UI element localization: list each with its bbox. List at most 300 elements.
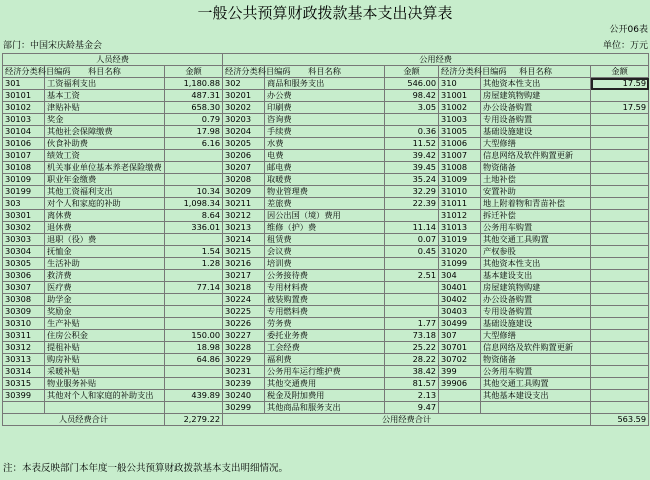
name-cell[interactable]: 因公出国（境）费用 <box>265 210 385 222</box>
name-cell[interactable]: 大型修缮 <box>481 330 591 342</box>
code-cell[interactable]: 30214 <box>223 234 265 246</box>
amount-cell[interactable] <box>591 114 649 126</box>
amount-cell[interactable] <box>591 354 649 366</box>
code-cell[interactable]: 30702 <box>439 354 481 366</box>
name-cell[interactable]: 房屋建筑物购建 <box>481 90 591 102</box>
name-cell[interactable]: 租赁费 <box>265 234 385 246</box>
code-cell[interactable]: 30306 <box>3 270 45 282</box>
amount-cell[interactable]: 35.24 <box>385 174 439 186</box>
amount-cell[interactable]: 17.59 <box>591 102 649 114</box>
code-cell[interactable]: 30239 <box>223 378 265 390</box>
amount-cell[interactable] <box>591 330 649 342</box>
amount-cell[interactable]: 1.77 <box>385 318 439 330</box>
amount-cell[interactable]: 73.18 <box>385 330 439 342</box>
amount-cell[interactable] <box>385 258 439 270</box>
name-cell[interactable]: 基础设施建设 <box>481 318 591 330</box>
name-cell[interactable]: 被装购置费 <box>265 294 385 306</box>
table-row <box>3 342 649 354</box>
amount-cell[interactable]: 0.79 <box>165 114 223 126</box>
amount-cell[interactable]: 150.00 <box>165 330 223 342</box>
code-cell[interactable]: 30202 <box>223 102 265 114</box>
amount-cell[interactable]: 0.07 <box>385 234 439 246</box>
code-cell[interactable]: 304 <box>439 270 481 282</box>
code-cell[interactable]: 30108 <box>3 162 45 174</box>
name-cell[interactable]: 信息网络及软件购置更新 <box>481 342 591 354</box>
code-cell[interactable]: 301 <box>3 78 45 90</box>
table-row <box>3 222 649 234</box>
code-cell[interactable]: 30399 <box>3 390 45 402</box>
name-cell[interactable]: 办公设备购置 <box>481 102 591 114</box>
amount-cell[interactable] <box>591 198 649 210</box>
code-cell[interactable]: 30215 <box>223 246 265 258</box>
name-cell[interactable]: 培训费 <box>265 258 385 270</box>
name-cell[interactable]: 其他基本建设支出 <box>481 390 591 402</box>
code-cell[interactable]: 30314 <box>3 366 45 378</box>
code-cell[interactable]: 31099 <box>439 258 481 270</box>
code-cell[interactable]: 30499 <box>439 318 481 330</box>
personnel-total-value[interactable]: 2,279.22 <box>165 414 223 426</box>
name-cell[interactable]: 职业年金缴费 <box>45 174 165 186</box>
amount-cell[interactable]: 1.28 <box>165 258 223 270</box>
amount-cell[interactable]: 658.30 <box>165 102 223 114</box>
amount-cell[interactable] <box>385 210 439 222</box>
code-cell[interactable]: 31001 <box>439 90 481 102</box>
code-cell[interactable]: 30109 <box>3 174 45 186</box>
name-cell[interactable]: 电费 <box>265 150 385 162</box>
amount-cell[interactable] <box>591 282 649 294</box>
amount-cell[interactable] <box>591 138 649 150</box>
amount-cell[interactable] <box>385 114 439 126</box>
amount-cell[interactable] <box>591 378 649 390</box>
col-header-amount: 金额 <box>385 66 439 78</box>
name-cell[interactable]: 提租补贴 <box>45 342 165 354</box>
amount-cell[interactable] <box>591 294 649 306</box>
amount-cell[interactable] <box>591 174 649 186</box>
code-cell[interactable]: 30401 <box>439 282 481 294</box>
name-cell[interactable]: 工资福利支出 <box>45 78 165 90</box>
code-cell[interactable] <box>439 402 481 414</box>
code-cell[interactable]: 30303 <box>3 234 45 246</box>
amount-cell[interactable]: 39.45 <box>385 162 439 174</box>
name-cell[interactable]: 津贴补贴 <box>45 102 165 114</box>
table-row <box>3 270 649 282</box>
name-cell[interactable]: 基本建设支出 <box>481 270 591 282</box>
col-header-code: 经济分类科目编码 <box>439 66 481 78</box>
code-cell[interactable]: 31011 <box>439 198 481 210</box>
code-cell[interactable]: 31010 <box>439 186 481 198</box>
name-cell[interactable]: 物资储备 <box>481 354 591 366</box>
amount-cell[interactable]: 487.31 <box>165 90 223 102</box>
amount-cell[interactable] <box>591 222 649 234</box>
table-row <box>3 294 649 306</box>
name-cell[interactable]: 取暖费 <box>265 174 385 186</box>
table-row <box>3 330 649 342</box>
amount-cell[interactable] <box>591 210 649 222</box>
name-cell[interactable]: 对个人和家庭的补助 <box>45 198 165 210</box>
name-cell[interactable]: 其他工资福利支出 <box>45 186 165 198</box>
table-row <box>3 210 649 222</box>
name-cell[interactable]: 邮电费 <box>265 162 385 174</box>
table-row <box>3 258 649 270</box>
name-cell[interactable]: 公务接待费 <box>265 270 385 282</box>
table-row <box>3 174 649 186</box>
code-cell[interactable]: 307 <box>439 330 481 342</box>
name-cell[interactable]: 伙食补助费 <box>45 138 165 150</box>
code-cell[interactable]: 30307 <box>3 282 45 294</box>
name-cell[interactable]: 奖金 <box>45 114 165 126</box>
public-total-value[interactable]: 563.59 <box>591 414 649 426</box>
code-cell[interactable]: 30208 <box>223 174 265 186</box>
name-cell[interactable]: 离休费 <box>45 210 165 222</box>
col-header-code: 经济分类科目编码 <box>3 66 45 78</box>
name-cell[interactable]: 商品和服务支出 <box>265 78 385 90</box>
name-cell[interactable]: 公务用车购置 <box>481 222 591 234</box>
code-cell[interactable]: 30203 <box>223 114 265 126</box>
amount-cell[interactable]: 98.42 <box>385 90 439 102</box>
amount-cell[interactable]: 0.36 <box>385 126 439 138</box>
code-cell[interactable]: 303 <box>3 198 45 210</box>
code-cell[interactable]: 30204 <box>223 126 265 138</box>
amount-cell[interactable]: 17.59 <box>591 78 649 90</box>
amount-cell[interactable] <box>591 150 649 162</box>
code-cell[interactable]: 30226 <box>223 318 265 330</box>
amount-cell[interactable]: 336.01 <box>165 222 223 234</box>
amount-cell[interactable]: 2.13 <box>385 390 439 402</box>
name-cell[interactable]: 其他资本性支出 <box>481 78 591 90</box>
code-cell[interactable] <box>3 402 45 414</box>
personnel-total-label: 人员经费合计 <box>3 414 165 426</box>
code-cell[interactable]: 30301 <box>3 210 45 222</box>
amount-cell[interactable]: 38.42 <box>385 366 439 378</box>
table-row <box>3 378 649 390</box>
table-row <box>3 78 649 90</box>
code-cell[interactable]: 30205 <box>223 138 265 150</box>
amount-cell[interactable]: 64.86 <box>165 354 223 366</box>
name-cell[interactable]: 水费 <box>265 138 385 150</box>
name-cell[interactable]: 福利费 <box>265 354 385 366</box>
name-cell[interactable]: 维修（护）费 <box>265 222 385 234</box>
code-cell[interactable]: 30104 <box>3 126 45 138</box>
table-row <box>3 162 649 174</box>
code-cell[interactable]: 399 <box>439 366 481 378</box>
code-cell[interactable]: 30304 <box>3 246 45 258</box>
code-cell[interactable]: 30402 <box>439 294 481 306</box>
code-cell[interactable]: 30216 <box>223 258 265 270</box>
name-cell[interactable]: 退休费 <box>45 222 165 234</box>
amount-cell[interactable] <box>591 90 649 102</box>
table-row <box>3 306 649 318</box>
amount-cell[interactable] <box>165 294 223 306</box>
name-cell[interactable]: 购房补贴 <box>45 354 165 366</box>
name-cell[interactable]: 公务用车运行维护费 <box>265 366 385 378</box>
name-cell[interactable]: 住房公积金 <box>45 330 165 342</box>
name-cell[interactable]: 物资储备 <box>481 162 591 174</box>
amount-cell[interactable] <box>591 162 649 174</box>
name-cell[interactable]: 专用燃料费 <box>265 306 385 318</box>
amount-cell[interactable]: 25.22 <box>385 342 439 354</box>
code-cell[interactable]: 30199 <box>3 186 45 198</box>
amount-cell[interactable] <box>165 162 223 174</box>
code-cell[interactable]: 30206 <box>223 150 265 162</box>
code-cell[interactable]: 31019 <box>439 234 481 246</box>
name-cell[interactable]: 专用设备购置 <box>481 306 591 318</box>
amount-cell[interactable] <box>165 150 223 162</box>
name-cell[interactable]: 其他对个人和家庭的补助支出 <box>45 390 165 402</box>
code-cell[interactable]: 30312 <box>3 342 45 354</box>
amount-cell[interactable]: 11.14 <box>385 222 439 234</box>
amount-cell[interactable] <box>591 234 649 246</box>
name-cell[interactable]: 生产补贴 <box>45 318 165 330</box>
amount-cell[interactable] <box>165 378 223 390</box>
amount-cell[interactable] <box>165 234 223 246</box>
name-cell[interactable]: 救济费 <box>45 270 165 282</box>
code-cell[interactable]: 30302 <box>3 222 45 234</box>
name-cell[interactable]: 土地补偿 <box>481 174 591 186</box>
amount-cell[interactable] <box>591 318 649 330</box>
table-row <box>3 234 649 246</box>
code-cell[interactable]: 30225 <box>223 306 265 318</box>
amount-cell[interactable]: 546.00 <box>385 78 439 90</box>
name-cell[interactable]: 物业管理费 <box>265 186 385 198</box>
amount-cell[interactable] <box>385 306 439 318</box>
name-cell[interactable]: 咨询费 <box>265 114 385 126</box>
amount-cell[interactable] <box>165 318 223 330</box>
table-row <box>3 150 649 162</box>
code-cell[interactable]: 31020 <box>439 246 481 258</box>
amount-cell[interactable]: 18.98 <box>165 342 223 354</box>
amount-cell[interactable]: 3.05 <box>385 102 439 114</box>
code-cell[interactable]: 31005 <box>439 126 481 138</box>
code-cell[interactable]: 30201 <box>223 90 265 102</box>
col-header-name: 科目名称 <box>265 66 385 78</box>
code-cell[interactable]: 31008 <box>439 162 481 174</box>
amount-cell[interactable]: 11.52 <box>385 138 439 150</box>
table-row <box>3 186 649 198</box>
name-cell[interactable]: 会议费 <box>265 246 385 258</box>
table-row <box>3 138 649 150</box>
code-cell[interactable]: 30310 <box>3 318 45 330</box>
name-cell[interactable]: 物业服务补贴 <box>45 378 165 390</box>
amount-cell[interactable] <box>591 390 649 402</box>
amount-cell[interactable]: 39.42 <box>385 150 439 162</box>
department-label: 部门：中国宋庆龄基金会 <box>3 41 103 51</box>
code-cell[interactable]: 310 <box>439 78 481 90</box>
col-header-name: 科目名称 <box>481 66 591 78</box>
name-cell[interactable]: 办公费 <box>265 90 385 102</box>
name-cell[interactable]: 差旅费 <box>265 198 385 210</box>
table-row <box>3 198 649 210</box>
name-cell[interactable]: 印刷费 <box>265 102 385 114</box>
name-cell[interactable]: 其他交通工具购置 <box>481 378 591 390</box>
name-cell[interactable]: 工会经费 <box>265 342 385 354</box>
code-cell[interactable]: 30107 <box>3 150 45 162</box>
amount-cell[interactable]: 22.39 <box>385 198 439 210</box>
public-total-label: 公用经费合计 <box>223 414 591 426</box>
name-cell[interactable]: 专用设备购置 <box>481 114 591 126</box>
code-cell[interactable]: 30309 <box>3 306 45 318</box>
amount-cell[interactable]: 1.54 <box>165 246 223 258</box>
name-cell[interactable]: 产权参股 <box>481 246 591 258</box>
amount-cell[interactable]: 10.34 <box>165 186 223 198</box>
amount-cell[interactable] <box>385 282 439 294</box>
amount-cell[interactable]: 0.45 <box>385 246 439 258</box>
code-cell[interactable]: 30313 <box>3 354 45 366</box>
name-cell[interactable]: 其他交通费用 <box>265 378 385 390</box>
name-cell[interactable]: 房屋建筑物购建 <box>481 282 591 294</box>
form-id: 公开06表 <box>609 25 648 35</box>
amount-cell[interactable] <box>591 258 649 270</box>
name-cell[interactable]: 基本工资 <box>45 90 165 102</box>
code-cell[interactable]: 30228 <box>223 342 265 354</box>
code-cell[interactable]: 30403 <box>439 306 481 318</box>
code-cell[interactable]: 30217 <box>223 270 265 282</box>
amount-cell[interactable]: 1,180.88 <box>165 78 223 90</box>
code-cell[interactable]: 30102 <box>3 102 45 114</box>
table-row <box>3 390 649 402</box>
name-cell[interactable]: 抚恤金 <box>45 246 165 258</box>
name-cell[interactable]: 拆迁补偿 <box>481 210 591 222</box>
name-cell[interactable]: 手续费 <box>265 126 385 138</box>
code-cell[interactable]: 30229 <box>223 354 265 366</box>
name-cell[interactable]: 专用材料费 <box>265 282 385 294</box>
code-cell[interactable]: 31009 <box>439 174 481 186</box>
code-cell[interactable]: 30299 <box>223 402 265 414</box>
table-row <box>3 126 649 138</box>
name-cell[interactable]: 生活补助 <box>45 258 165 270</box>
amount-cell[interactable] <box>165 270 223 282</box>
public-section-header: 公用经费 <box>223 54 649 66</box>
amount-cell[interactable] <box>591 270 649 282</box>
footnote: 注：本表反映部门本年度一般公共预算财政拨款基本支出明细情况。 <box>3 463 289 474</box>
code-cell[interactable]: 30212 <box>223 210 265 222</box>
name-cell[interactable]: 办公设备购置 <box>481 294 591 306</box>
name-cell[interactable]: 劳务费 <box>265 318 385 330</box>
code-cell[interactable]: 30311 <box>3 330 45 342</box>
code-cell[interactable]: 30224 <box>223 294 265 306</box>
name-cell[interactable]: 其他商品和服务支出 <box>265 402 385 414</box>
name-cell[interactable]: 医疗费 <box>45 282 165 294</box>
name-cell[interactable]: 采暖补贴 <box>45 366 165 378</box>
code-cell[interactable]: 30213 <box>223 222 265 234</box>
table-row <box>3 282 649 294</box>
code-cell[interactable]: 30305 <box>3 258 45 270</box>
name-cell[interactable] <box>481 402 591 414</box>
table-row <box>3 318 649 330</box>
amount-cell[interactable] <box>591 366 649 378</box>
col-header-name: 科目名称 <box>45 66 165 78</box>
code-cell[interactable]: 31003 <box>439 114 481 126</box>
table-row <box>3 102 649 114</box>
amount-cell[interactable] <box>591 186 649 198</box>
name-cell[interactable]: 机关事业单位基本养老保险缴费 <box>45 162 165 174</box>
name-cell[interactable]: 安置补助 <box>481 186 591 198</box>
code-cell[interactable]: 31013 <box>439 222 481 234</box>
amount-cell[interactable]: 8.64 <box>165 210 223 222</box>
code-cell[interactable]: 30240 <box>223 390 265 402</box>
code-cell[interactable]: 302 <box>223 78 265 90</box>
code-cell[interactable]: 31007 <box>439 150 481 162</box>
amount-cell[interactable] <box>591 402 649 414</box>
code-cell[interactable]: 30207 <box>223 162 265 174</box>
table-row <box>3 354 649 366</box>
code-cell[interactable]: 30701 <box>439 342 481 354</box>
amount-cell[interactable] <box>165 366 223 378</box>
code-cell[interactable]: 30103 <box>3 114 45 126</box>
code-cell[interactable]: 30101 <box>3 90 45 102</box>
amount-cell[interactable] <box>385 294 439 306</box>
amount-cell[interactable] <box>591 306 649 318</box>
code-cell[interactable]: 31002 <box>439 102 481 114</box>
amount-cell[interactable]: 1,098.34 <box>165 198 223 210</box>
table-row <box>3 90 649 102</box>
amount-cell[interactable] <box>591 246 649 258</box>
code-cell[interactable]: 30209 <box>223 186 265 198</box>
unit-label: 单位：万元 <box>602 41 648 51</box>
amount-cell[interactable]: 32.29 <box>385 186 439 198</box>
table-row <box>3 366 649 378</box>
code-cell[interactable]: 30218 <box>223 282 265 294</box>
amount-cell[interactable] <box>591 126 649 138</box>
code-cell[interactable]: 30231 <box>223 366 265 378</box>
table-row <box>3 114 649 126</box>
col-header-amount: 金额 <box>591 66 649 78</box>
name-cell[interactable] <box>45 402 165 414</box>
amount-cell[interactable] <box>165 402 223 414</box>
code-cell[interactable]: 30227 <box>223 330 265 342</box>
name-cell[interactable]: 助学金 <box>45 294 165 306</box>
code-cell[interactable]: 30315 <box>3 378 45 390</box>
name-cell[interactable]: 绩效工资 <box>45 150 165 162</box>
name-cell[interactable]: 其他交通工具购置 <box>481 234 591 246</box>
name-cell[interactable]: 大型修缮 <box>481 138 591 150</box>
col-header-code: 经济分类科目编码 <box>223 66 265 78</box>
code-cell[interactable]: 30106 <box>3 138 45 150</box>
name-cell[interactable]: 公务用车购置 <box>481 366 591 378</box>
amount-cell[interactable] <box>591 342 649 354</box>
name-cell[interactable]: 信息网络及软件购置更新 <box>481 150 591 162</box>
name-cell[interactable]: 其他社会保障缴费 <box>45 126 165 138</box>
code-cell[interactable]: 39906 <box>439 378 481 390</box>
amount-cell[interactable]: 2.51 <box>385 270 439 282</box>
name-cell[interactable]: 退职（役）费 <box>45 234 165 246</box>
name-cell[interactable]: 基础设施建设 <box>481 126 591 138</box>
name-cell[interactable]: 地上附着物和青苗补偿 <box>481 198 591 210</box>
amount-cell[interactable]: 77.14 <box>165 282 223 294</box>
name-cell[interactable]: 奖励金 <box>45 306 165 318</box>
code-cell[interactable] <box>439 390 481 402</box>
amount-cell[interactable]: 17.98 <box>165 126 223 138</box>
col-header-amount: 金额 <box>165 66 223 78</box>
amount-cell[interactable] <box>165 174 223 186</box>
code-cell[interactable]: 30308 <box>3 294 45 306</box>
table-row <box>3 246 649 258</box>
amount-cell[interactable]: 28.22 <box>385 354 439 366</box>
code-cell[interactable]: 30211 <box>223 198 265 210</box>
expenditure-table <box>2 53 649 426</box>
amount-cell[interactable]: 439.89 <box>165 390 223 402</box>
name-cell[interactable]: 其他资本性支出 <box>481 258 591 270</box>
name-cell[interactable]: 税金及附加费用 <box>265 390 385 402</box>
name-cell[interactable]: 委托业务费 <box>265 330 385 342</box>
table-row <box>3 402 649 414</box>
personnel-section-header: 人员经费 <box>3 54 223 66</box>
amount-cell[interactable]: 81.57 <box>385 378 439 390</box>
amount-cell[interactable] <box>165 306 223 318</box>
code-cell[interactable]: 31006 <box>439 138 481 150</box>
amount-cell[interactable]: 9.47 <box>385 402 439 414</box>
amount-cell[interactable]: 6.16 <box>165 138 223 150</box>
code-cell[interactable]: 31012 <box>439 210 481 222</box>
